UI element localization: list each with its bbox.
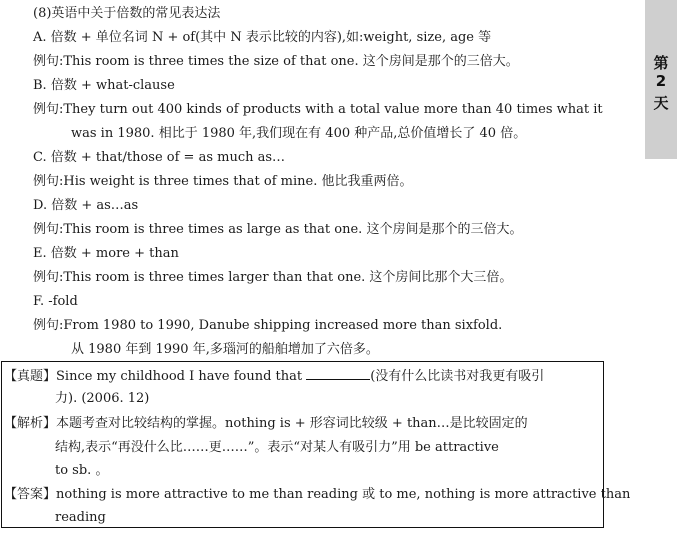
side-tab-char: 天 bbox=[653, 94, 669, 112]
question-text-after: (没有什么比读书对我更有吸引 bbox=[370, 369, 545, 384]
pattern-b-example-cont: was in 1980. 相比于 1980 年,我们现在有 400 种产品,总价值增长了 40 倍。 bbox=[71, 126, 527, 141]
pattern-a-formula: A. 倍数 + 单位名词 N + of(其中 N 表示比较的内容),如:weight, size, age 等 bbox=[33, 30, 492, 45]
pattern-b-example: 例句:They turn out 400 kinds of products with a total value more than 40 times what it bbox=[33, 102, 603, 117]
analysis-line bbox=[4, 415, 528, 432]
pattern-f-formula: F. -fold bbox=[33, 294, 78, 309]
analysis-text: 本题考查对比较结构的掌握。nothing is + 形容词比较级 + than…是比较固定的 bbox=[56, 416, 528, 431]
pattern-b-formula: B. 倍数 + what-clause bbox=[33, 78, 175, 93]
answer-line bbox=[4, 486, 630, 503]
pattern-f-example-cont: 从 1980 年到 1990 年,多瑙河的船舶增加了六倍多。 bbox=[71, 342, 379, 357]
pattern-c-formula: C. 倍数 + that/those of = as much as… bbox=[33, 150, 286, 165]
answer-blank bbox=[306, 367, 370, 380]
question-text-before: Since my childhood I have found that bbox=[56, 369, 307, 384]
pattern-d-example: 例句:This room is three times as large as that one. 这个房间是那个的三倍大。 bbox=[33, 222, 523, 237]
answer-tag: 【答案】 bbox=[4, 487, 57, 502]
pattern-c-example: 例句:His weight is three times that of mine. 他比我重两倍。 bbox=[33, 174, 413, 189]
section-heading: (8)英语中关于倍数的常见表达法 bbox=[33, 6, 221, 21]
pattern-d-formula: D. 倍数 + as…as bbox=[33, 198, 139, 213]
pattern-f-example: 例句:From 1980 to 1990, Danube shipping increased more than sixfold. bbox=[33, 318, 503, 333]
question-cont: 力). (2006. 12) bbox=[55, 391, 150, 406]
side-tab-char: 第 bbox=[653, 54, 669, 72]
analysis-tag: 【解析】 bbox=[4, 416, 57, 431]
answer-line-2: reading bbox=[55, 510, 106, 525]
question-line bbox=[4, 367, 544, 385]
side-tab-char: 2 bbox=[655, 72, 667, 90]
pattern-e-formula: E. 倍数 + more + than bbox=[33, 246, 179, 261]
side-tab bbox=[645, 0, 677, 159]
pattern-a-example: 例句:This room is three times the size of that one. 这个房间是那个的三倍大。 bbox=[33, 54, 519, 69]
analysis-line-3: to sb. 。 bbox=[55, 463, 109, 478]
analysis-line-2: 结构,表示“再没什么比……更……”。表示“对某人有吸引力”用 be attractive bbox=[55, 440, 499, 455]
pattern-e-example: 例句:This room is three times larger than that one. 这个房间比那个大三倍。 bbox=[33, 270, 513, 285]
question-tag: 【真题】 bbox=[4, 369, 57, 384]
answer-text: nothing is more attractive to me than reading 或 to me, nothing is more attractive than bbox=[56, 487, 631, 502]
